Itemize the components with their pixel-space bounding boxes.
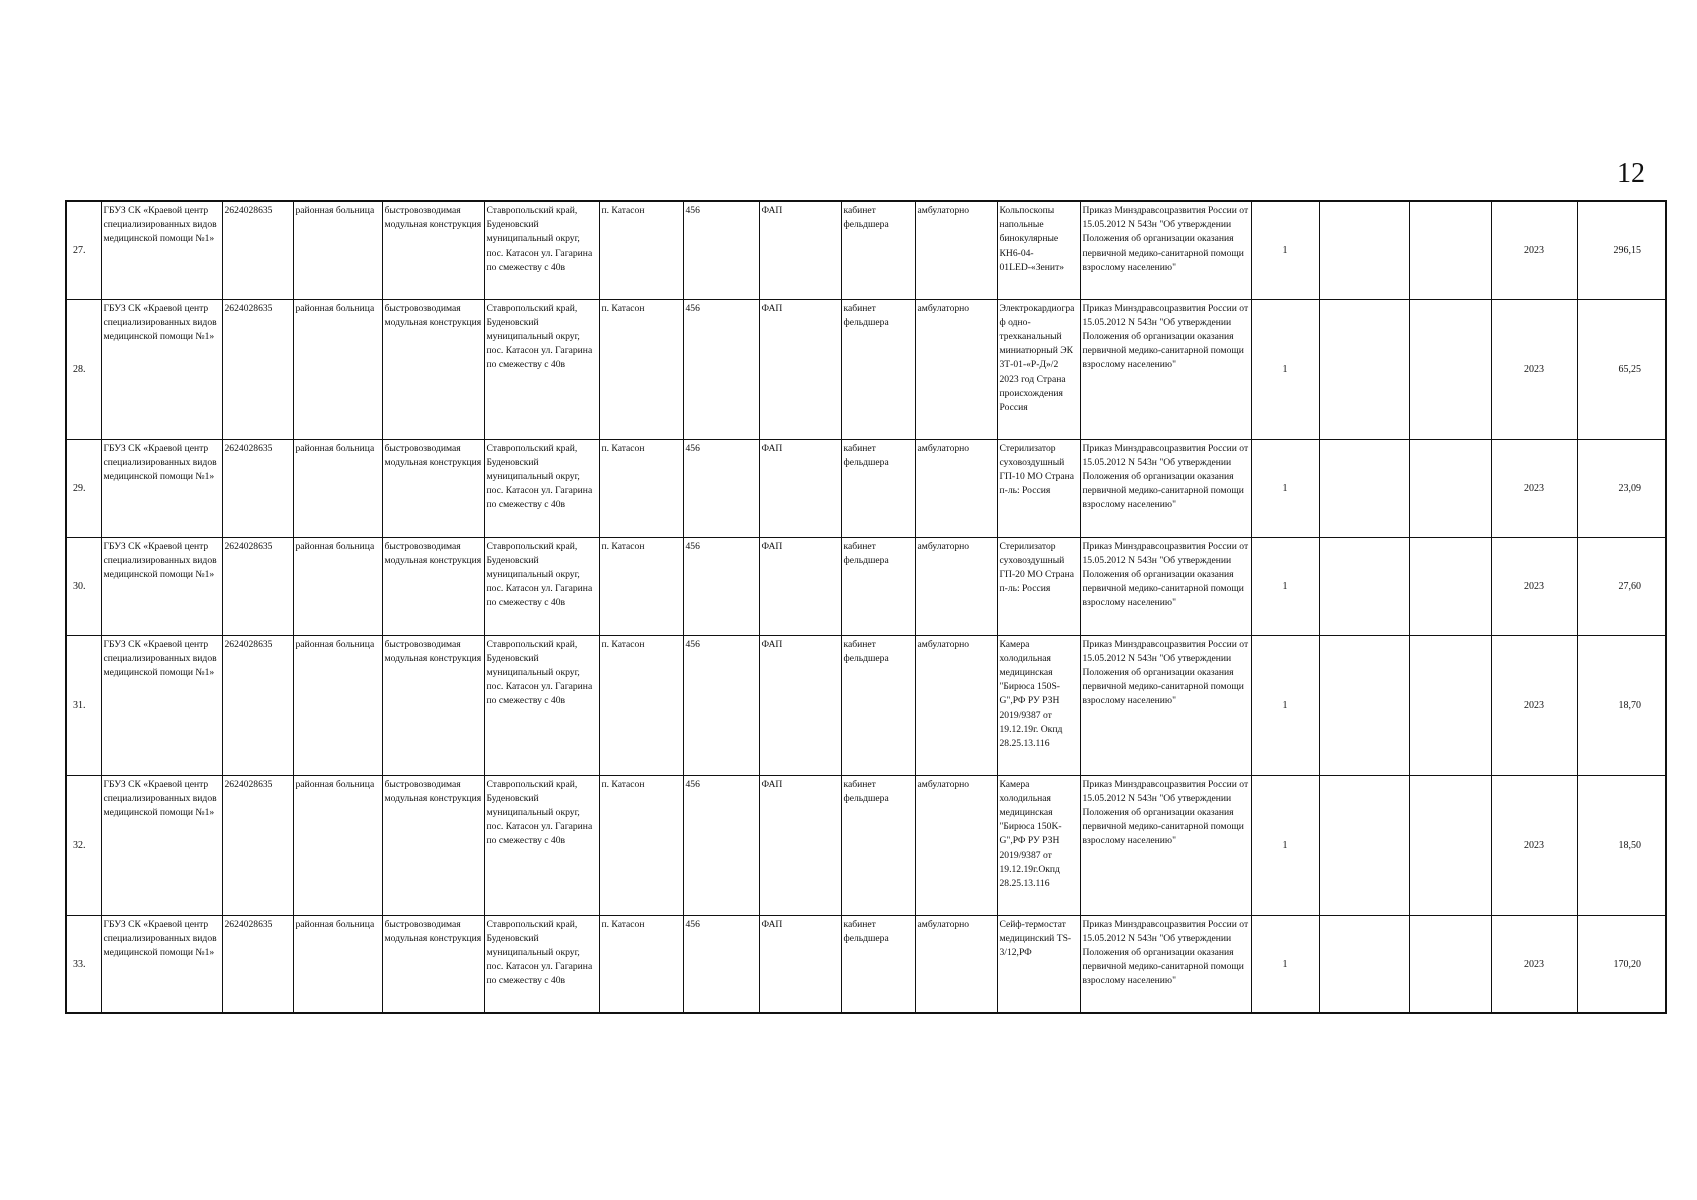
order-cell: Приказ Минздравсоцразвития России от 15.05.2012 N 543н "Об утверждении Положения об организации оказания первичной медико-санитарной помощи взрослому населению": [1080, 775, 1251, 915]
amount-cell: 296,15: [1577, 201, 1666, 299]
address-cell: Ставропольский край, Буденовский муниципальный округ, пос. Катасон ул. Гагарина по смежеству с 40в: [484, 537, 599, 635]
empty-cell: [1319, 439, 1409, 537]
table-row: [66, 439, 1666, 537]
row-number: 27.: [66, 201, 101, 299]
inn-cell: 2624028635: [222, 537, 293, 635]
unit-cell: ФАП: [759, 299, 841, 439]
equipment-cell: Стерилизатор суховоздушный ГП-10 МО Страна п-ль: Россия: [997, 439, 1080, 537]
facility-type-cell: районная больница: [293, 299, 382, 439]
inn-cell: 2624028635: [222, 201, 293, 299]
equipment-cell: Кольпоскопы напольные бинокулярные КН6-04-01LED-«Зенит»: [997, 201, 1080, 299]
room-cell: кабинет фельдшера: [841, 915, 915, 1013]
inn-cell: 2624028635: [222, 439, 293, 537]
room-cell: кабинет фельдшера: [841, 299, 915, 439]
facility-type-cell: районная больница: [293, 537, 382, 635]
row-number: 33.: [66, 915, 101, 1013]
equipment-cell: Камера холодильная медицинская "Бирюса 150S-G",РФ РУ РЗН 2019/9387 от 19.12.19г. Окпд 28.25.13.116: [997, 635, 1080, 775]
empty-cell: [1319, 299, 1409, 439]
unit-cell: ФАП: [759, 775, 841, 915]
table-row: [66, 775, 1666, 915]
unit-cell: ФАП: [759, 439, 841, 537]
year-cell: 2023: [1491, 439, 1577, 537]
care-mode-cell: амбулаторно: [915, 537, 997, 635]
population-cell: 456: [683, 537, 759, 635]
locality-cell: п. Катасон: [599, 635, 683, 775]
inn-cell: 2624028635: [222, 635, 293, 775]
quantity-cell: 1: [1251, 775, 1319, 915]
unit-cell: ФАП: [759, 635, 841, 775]
unit-cell: ФАП: [759, 537, 841, 635]
quantity-cell: 1: [1251, 635, 1319, 775]
care-mode-cell: амбулаторно: [915, 299, 997, 439]
inn-cell: 2624028635: [222, 299, 293, 439]
facility-type-cell: районная больница: [293, 915, 382, 1013]
room-cell: кабинет фельдшера: [841, 439, 915, 537]
table-row: [66, 299, 1666, 439]
population-cell: 456: [683, 299, 759, 439]
care-mode-cell: амбулаторно: [915, 775, 997, 915]
address-cell: Ставропольский край, Буденовский муниципальный округ, пос. Катасон ул. Гагарина по смежеству с 40в: [484, 775, 599, 915]
building-type-cell: быстровозводимая модульная конструкция: [382, 635, 484, 775]
equipment-cell: Сейф-термостат медицинский TS-3/12,РФ: [997, 915, 1080, 1013]
table-row: [66, 635, 1666, 775]
building-type-cell: быстровозводимая модульная конструкция: [382, 201, 484, 299]
year-cell: 2023: [1491, 201, 1577, 299]
address-cell: Ставропольский край, Буденовский муниципальный округ, пос. Катасон ул. Гагарина по смежеству с 40в: [484, 299, 599, 439]
population-cell: 456: [683, 775, 759, 915]
order-cell: Приказ Минздравсоцразвития России от 15.05.2012 N 543н "Об утверждении Положения об организации оказания первичной медико-санитарной помощи взрослому населению": [1080, 201, 1251, 299]
building-type-cell: быстровозводимая модульная конструкция: [382, 915, 484, 1013]
quantity-cell: 1: [1251, 299, 1319, 439]
address-cell: Ставропольский край, Буденовский муниципальный округ, пос. Катасон ул. Гагарина по смежеству с 40в: [484, 915, 599, 1013]
care-mode-cell: амбулаторно: [915, 915, 997, 1013]
equipment-cell: Стерилизатор суховоздушный ГП-20 МО Страна п-ль: Россия: [997, 537, 1080, 635]
population-cell: 456: [683, 439, 759, 537]
empty-cell: [1409, 201, 1491, 299]
building-type-cell: быстровозводимая модульная конструкция: [382, 537, 484, 635]
empty-cell: [1409, 439, 1491, 537]
organization-cell: ГБУЗ СК «Краевой центр специализированных видов медицинской помощи №1»: [101, 635, 222, 775]
room-cell: кабинет фельдшера: [841, 201, 915, 299]
address-cell: Ставропольский край, Буденовский муниципальный округ, пос. Катасон ул. Гагарина по смежеству с 40в: [484, 201, 599, 299]
quantity-cell: 1: [1251, 915, 1319, 1013]
empty-cell: [1319, 635, 1409, 775]
amount-cell: 65,25: [1577, 299, 1666, 439]
locality-cell: п. Катасон: [599, 439, 683, 537]
inn-cell: 2624028635: [222, 775, 293, 915]
year-cell: 2023: [1491, 915, 1577, 1013]
population-cell: 456: [683, 915, 759, 1013]
room-cell: кабинет фельдшера: [841, 635, 915, 775]
empty-cell: [1409, 635, 1491, 775]
organization-cell: ГБУЗ СК «Краевой центр специализированных видов медицинской помощи №1»: [101, 201, 222, 299]
empty-cell: [1409, 915, 1491, 1013]
year-cell: 2023: [1491, 299, 1577, 439]
amount-cell: 170,20: [1577, 915, 1666, 1013]
empty-cell: [1409, 537, 1491, 635]
population-cell: 456: [683, 201, 759, 299]
facility-type-cell: районная больница: [293, 775, 382, 915]
organization-cell: ГБУЗ СК «Краевой центр специализированных видов медицинской помощи №1»: [101, 775, 222, 915]
room-cell: кабинет фельдшера: [841, 537, 915, 635]
care-mode-cell: амбулаторно: [915, 201, 997, 299]
year-cell: 2023: [1491, 635, 1577, 775]
row-number: 29.: [66, 439, 101, 537]
page-number: 12: [1617, 158, 1645, 189]
inn-cell: 2624028635: [222, 915, 293, 1013]
locality-cell: п. Катасон: [599, 775, 683, 915]
row-number: 31.: [66, 635, 101, 775]
order-cell: Приказ Минздравсоцразвития России от 15.05.2012 N 543н "Об утверждении Положения об организации оказания первичной медико-санитарной помощи взрослому населению": [1080, 439, 1251, 537]
empty-cell: [1409, 299, 1491, 439]
locality-cell: п. Катасон: [599, 299, 683, 439]
care-mode-cell: амбулаторно: [915, 439, 997, 537]
row-number: 28.: [66, 299, 101, 439]
year-cell: 2023: [1491, 775, 1577, 915]
equipment-cell: Электрокардиогра ф одно-трехканальный миниатюрный ЭК 3Т-01-«Р-Д»/2 2023 год Страна происхождения Россия: [997, 299, 1080, 439]
quantity-cell: 1: [1251, 537, 1319, 635]
empty-cell: [1319, 537, 1409, 635]
amount-cell: 27,60: [1577, 537, 1666, 635]
organization-cell: ГБУЗ СК «Краевой центр специализированных видов медицинской помощи №1»: [101, 439, 222, 537]
facility-type-cell: районная больница: [293, 635, 382, 775]
order-cell: Приказ Минздравсоцразвития России от 15.05.2012 N 543н "Об утверждении Положения об организации оказания первичной медико-санитарной помощи взрослому населению": [1080, 299, 1251, 439]
quantity-cell: 1: [1251, 201, 1319, 299]
order-cell: Приказ Минздравсоцразвития России от 15.05.2012 N 543н "Об утверждении Положения об организации оказания первичной медико-санитарной помощи взрослому населению": [1080, 915, 1251, 1013]
locality-cell: п. Катасон: [599, 915, 683, 1013]
care-mode-cell: амбулаторно: [915, 635, 997, 775]
amount-cell: 18,70: [1577, 635, 1666, 775]
order-cell: Приказ Минздравсоцразвития России от 15.05.2012 N 543н "Об утверждении Положения об организации оказания первичной медико-санитарной помощи взрослому населению": [1080, 635, 1251, 775]
amount-cell: 18,50: [1577, 775, 1666, 915]
facility-type-cell: районная больница: [293, 439, 382, 537]
empty-cell: [1319, 915, 1409, 1013]
quantity-cell: 1: [1251, 439, 1319, 537]
order-cell: Приказ Минздравсоцразвития России от 15.05.2012 N 543н "Об утверждении Положения об организации оказания первичной медико-санитарной помощи взрослому населению": [1080, 537, 1251, 635]
table-row: [66, 915, 1666, 1013]
equipment-table: [65, 200, 1667, 1014]
empty-cell: [1409, 775, 1491, 915]
building-type-cell: быстровозводимая модульная конструкция: [382, 299, 484, 439]
locality-cell: п. Катасон: [599, 537, 683, 635]
table-row: [66, 537, 1666, 635]
row-number: 32.: [66, 775, 101, 915]
address-cell: Ставропольский край, Буденовский муниципальный округ, пос. Катасон ул. Гагарина по смежеству с 40в: [484, 635, 599, 775]
amount-cell: 23,09: [1577, 439, 1666, 537]
table-row: [66, 201, 1666, 299]
population-cell: 456: [683, 635, 759, 775]
organization-cell: ГБУЗ СК «Краевой центр специализированных видов медицинской помощи №1»: [101, 537, 222, 635]
organization-cell: ГБУЗ СК «Краевой центр специализированных видов медицинской помощи №1»: [101, 299, 222, 439]
building-type-cell: быстровозводимая модульная конструкция: [382, 439, 484, 537]
room-cell: кабинет фельдшера: [841, 775, 915, 915]
empty-cell: [1319, 201, 1409, 299]
building-type-cell: быстровозводимая модульная конструкция: [382, 775, 484, 915]
address-cell: Ставропольский край, Буденовский муниципальный округ, пос. Катасон ул. Гагарина по смежеству с 40в: [484, 439, 599, 537]
row-number: 30.: [66, 537, 101, 635]
empty-cell: [1319, 775, 1409, 915]
facility-type-cell: районная больница: [293, 201, 382, 299]
equipment-cell: Камера холодильная медицинская "Бирюса 150K-G",РФ РУ РЗН 2019/9387 от 19.12.19г.Окпд 28.25.13.116: [997, 775, 1080, 915]
organization-cell: ГБУЗ СК «Краевой центр специализированных видов медицинской помощи №1»: [101, 915, 222, 1013]
year-cell: 2023: [1491, 537, 1577, 635]
unit-cell: ФАП: [759, 201, 841, 299]
unit-cell: ФАП: [759, 915, 841, 1013]
locality-cell: п. Катасон: [599, 201, 683, 299]
